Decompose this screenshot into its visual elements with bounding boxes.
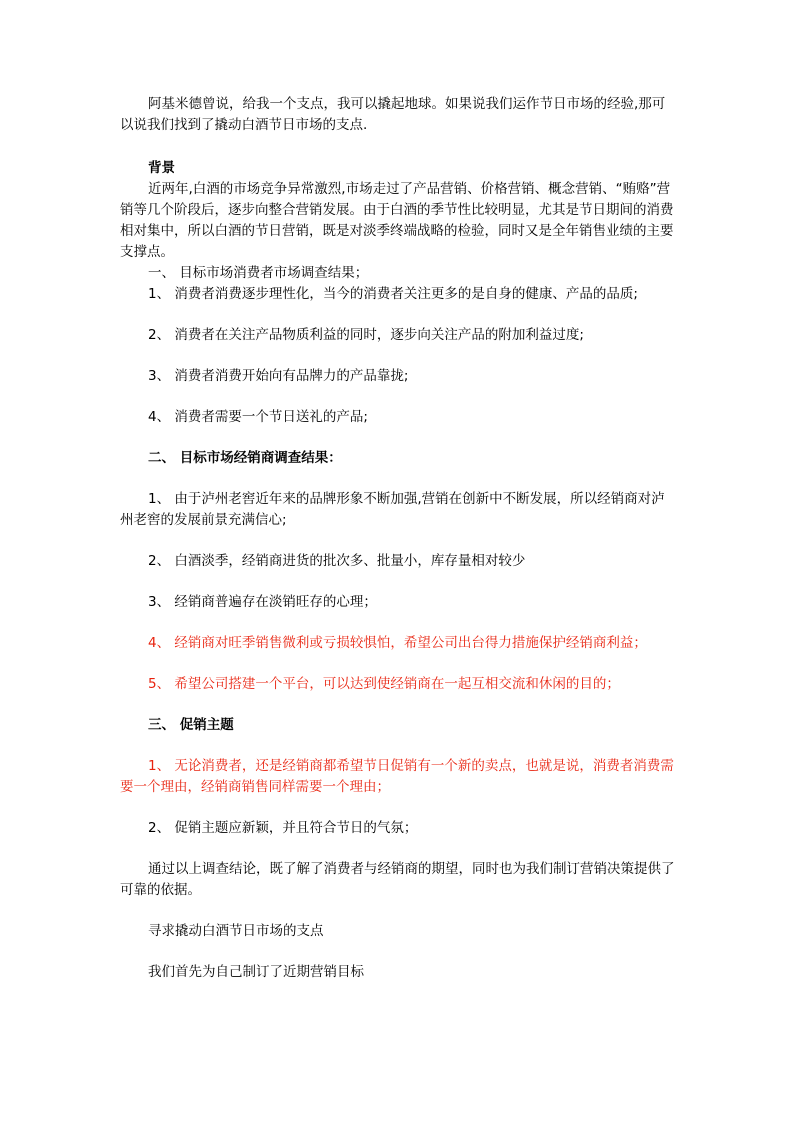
section2-item-5: 5、 希望公司搭建一个平台，可以达到使经销商在一起互相交流和休闲的目的；: [148, 676, 620, 692]
section3-item-1: 1、 无论消费者，还是经销商都希望节日促销有一个新的卖点，也就是说，消费者消费需要一个理由，经销商销售同样需要一个理由；: [120, 758, 674, 795]
section1-item-2: 2、 消费者在关注产品物质利益的同时，逐步向关注产品的附加利益过度;: [148, 327, 584, 343]
section1-item-3: 3、 消费者消费开始向有品牌力的产品靠拢;: [148, 368, 409, 384]
section3-item-2: 2、 促销主题应新颖，并且符合节日的气氛；: [148, 820, 418, 836]
section1-item-1: 1、 消费者消费逐步理性化，当今的消费者关注更多的是自身的健康、产品的品质;: [148, 286, 638, 302]
section3-title: 三、 促销主题: [148, 717, 234, 733]
section2-title: 二、 目标市场经销商调查结果：: [148, 450, 342, 466]
section1-item-4: 4、 消费者需要一个节日送礼的产品;: [148, 409, 368, 425]
document-body: [120, 94, 675, 983]
intro-paragraph: 阿基米德曾说，给我一个支点，我可以撬起地球。如果说我们运作节日市场的经验,那可以说我们找到了撬动白酒节日市场的支点.: [120, 96, 666, 133]
fulcrum-paragraph: 寻求撬动白酒节日市场的支点: [148, 923, 324, 939]
section2-item-3: 3、 经销商普遍存在淡销旺存的心理；: [148, 594, 377, 610]
background-heading: 背景: [148, 160, 175, 176]
conclusion-paragraph: 通过以上调查结论，既了解了消费者与经销商的期望，同时也为我们制订营销决策提供了可靠的依据。: [120, 861, 675, 898]
section2-item-1: 1、 由于泸州老窖近年来的品牌形象不断加强,营销在创新中不断发展，所以经销商对泸州老窖的发展前景充满信心;: [120, 491, 665, 528]
section1-title: 一、 目标市场消费者市场调查结果；: [148, 265, 369, 281]
section2-item-4: 4、 经销商对旺季销售微利或亏损较惧怕，希望公司出台得力措施保护经销商利益；: [148, 635, 647, 651]
goal-paragraph: 我们首先为自己制订了近期营销目标: [148, 964, 364, 980]
background-paragraph: 近两年,白酒的市场竞争异常激烈,市场走过了产品营销、价格营销、概念营销、“贿赂”营销等几个阶段后，逐步向整合营销发展。由于白酒的季节性比较明显，尤其是节日期间的消费相对集中，所以白酒的节日营销，既是对淡季终端战略的检验，同时又是全年销售业绩的主要支撑点。: [120, 181, 674, 260]
section2-item-2: 2、 白酒淡季，经销商进货的批次多、批量小，库存量相对较少: [148, 553, 526, 569]
